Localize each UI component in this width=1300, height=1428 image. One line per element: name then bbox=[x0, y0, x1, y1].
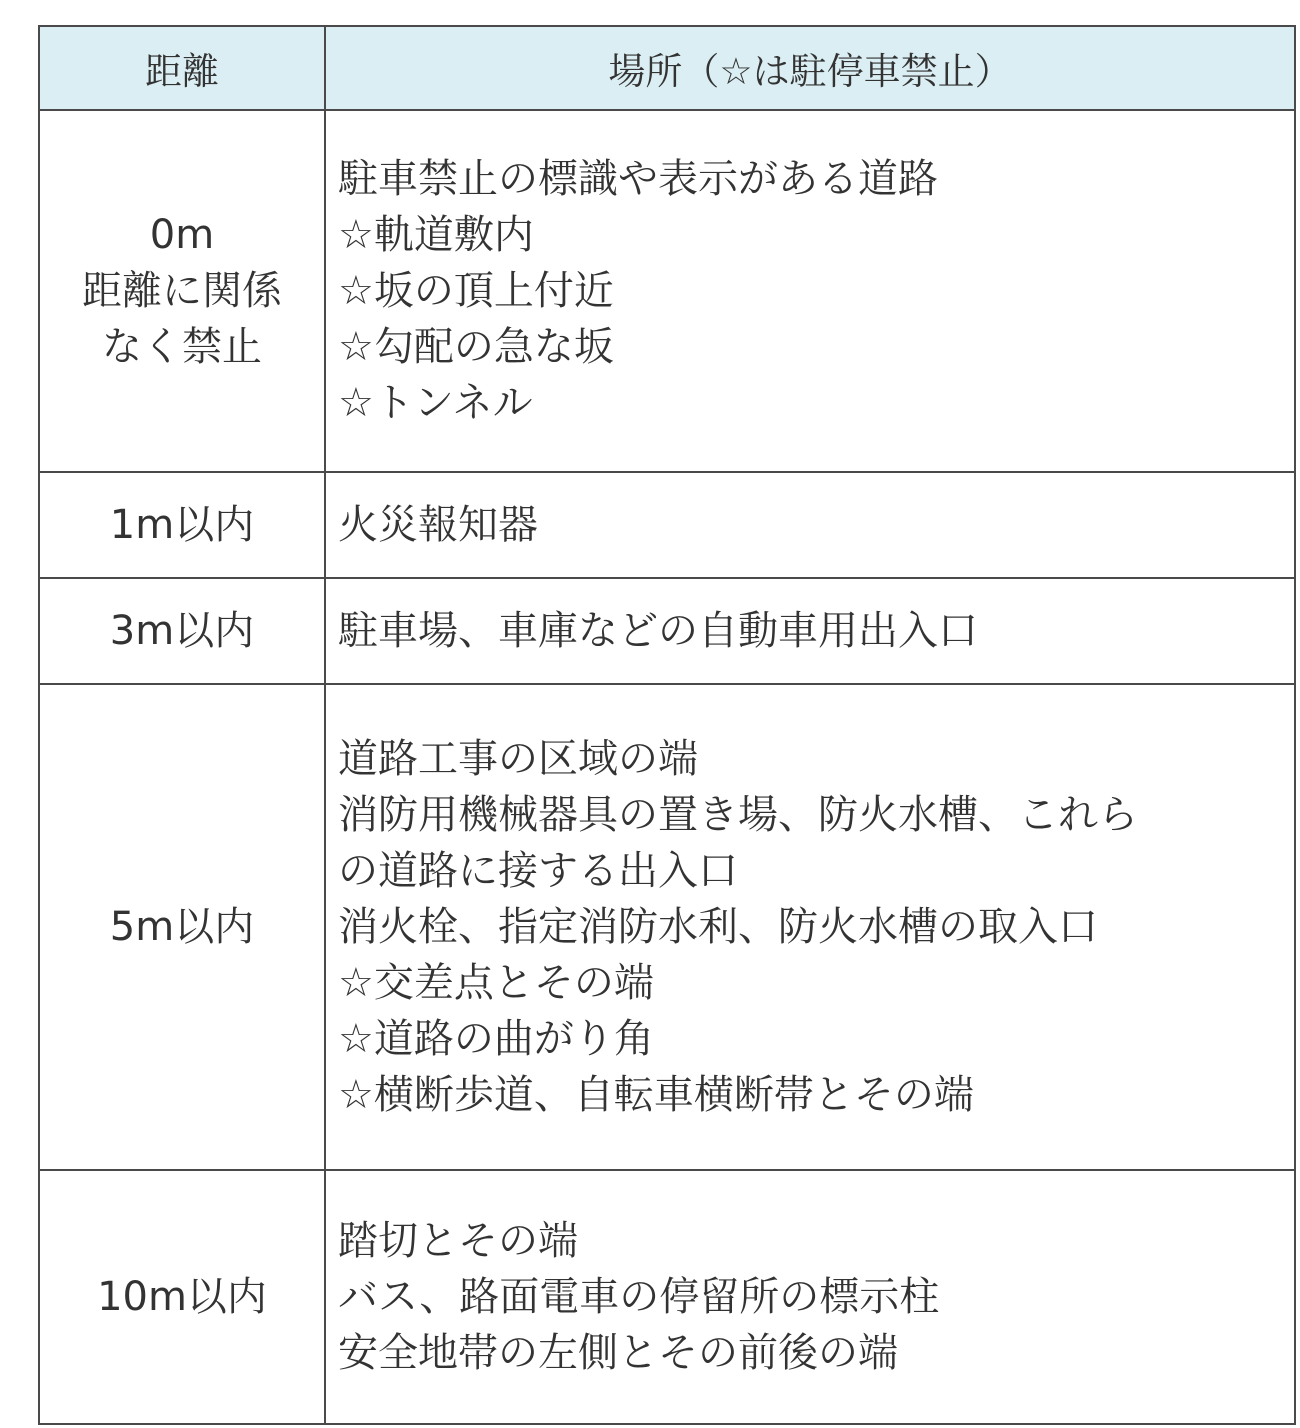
place-item: ☆横断歩道、自転車横断帯とその端 bbox=[338, 1072, 974, 1118]
distance-cell bbox=[39, 472, 325, 578]
distance-text: 3m以内 bbox=[109, 608, 255, 654]
place-cell bbox=[325, 1170, 1295, 1424]
place-item: ☆交差点とその端 bbox=[338, 960, 654, 1006]
distance-text: 10m以内 bbox=[97, 1274, 267, 1320]
distance-cell bbox=[39, 684, 325, 1170]
place-item: ☆道路の曲がり角 bbox=[338, 1016, 654, 1062]
header-place: 場所（☆は駐停車禁止） bbox=[325, 26, 1295, 110]
table-row bbox=[39, 684, 1295, 1170]
distance-cell bbox=[39, 110, 325, 472]
distance-text: 0m bbox=[149, 212, 215, 258]
table-row bbox=[39, 110, 1295, 472]
place-item: バス、路面電車の停留所の標示柱 bbox=[338, 1274, 940, 1320]
distance-text: 1m以内 bbox=[109, 502, 255, 548]
place-item: の道路に接する出入口 bbox=[338, 848, 738, 894]
distance-cell bbox=[39, 1170, 325, 1424]
place-item: 駐車禁止の標識や表示がある道路 bbox=[338, 156, 938, 202]
place-item: 消防用機械器具の置き場、防火水槽、これら bbox=[338, 792, 1138, 838]
place-item: ☆軌道敷内 bbox=[338, 212, 534, 258]
place-item: ☆坂の頂上付近 bbox=[338, 268, 614, 314]
place-item: 消火栓、指定消防水利、防火水槽の取入口 bbox=[338, 904, 1098, 950]
place-item: 火災報知器 bbox=[338, 502, 538, 548]
header-distance: 距離 bbox=[39, 26, 325, 110]
table-header-row bbox=[39, 26, 1295, 110]
place-cell bbox=[325, 110, 1295, 472]
place-cell bbox=[325, 684, 1295, 1170]
place-item: ☆勾配の急な坂 bbox=[338, 324, 614, 370]
distance-text: 距離に関係 bbox=[82, 268, 282, 314]
distance-text: なく禁止 bbox=[102, 324, 262, 370]
place-cell bbox=[325, 472, 1295, 578]
place-item: 駐車場、車庫などの自動車用出入口 bbox=[338, 608, 978, 654]
table-row bbox=[39, 1170, 1295, 1424]
place-item: 道路工事の区域の端 bbox=[338, 736, 698, 782]
parking-restriction-table bbox=[38, 25, 1296, 1425]
table-row bbox=[39, 472, 1295, 578]
place-item: ☆トンネル bbox=[338, 380, 533, 426]
place-item: 安全地帯の左側とその前後の端 bbox=[338, 1330, 898, 1376]
place-item: 踏切とその端 bbox=[338, 1218, 578, 1264]
table-row bbox=[39, 578, 1295, 684]
place-cell bbox=[325, 578, 1295, 684]
distance-text: 5m以内 bbox=[109, 904, 255, 950]
distance-cell bbox=[39, 578, 325, 684]
